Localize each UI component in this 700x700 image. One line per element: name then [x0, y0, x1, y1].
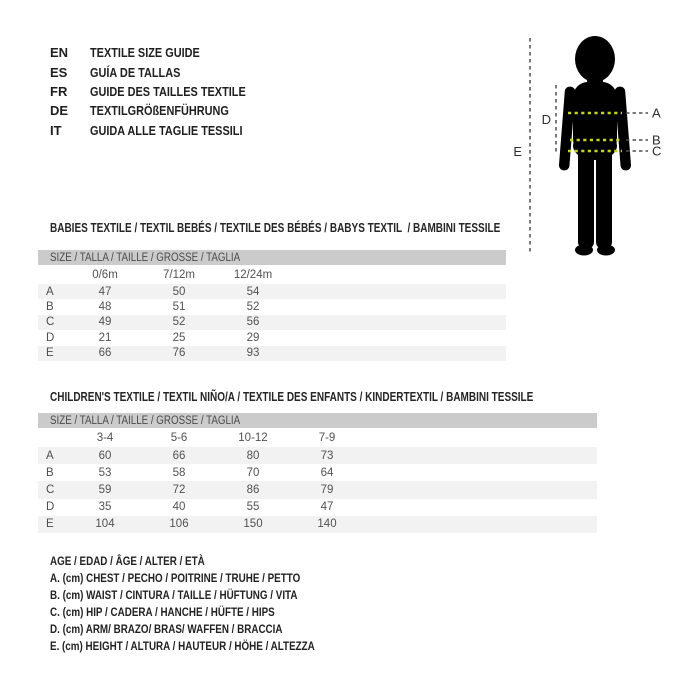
children-size-header-bar: [38, 413, 597, 428]
legend-line-text: A. (cm) CHEST / PECHO / POITRINE / TRUHE / PETTO: [50, 570, 301, 585]
children-heading: [50, 390, 654, 404]
babies-column-header-row: [38, 265, 506, 284]
row-letter-cell: B: [46, 466, 54, 479]
children-value-cell: 104: [95, 518, 115, 531]
silhouette-right-foot: [597, 245, 615, 256]
babies-heading-text: BABIES TEXTILE / TEXTIL BEBÉS / TEXTILE DES BÉBÉS / BABYS TEXTIL / BAMBINI TESSILE: [50, 221, 501, 235]
legend-line: [50, 552, 373, 569]
babies-column-header: 0/6m: [92, 268, 118, 281]
legend-line-text: D. (cm) ARM/ BRAZO/ BRAS/ WAFFEN / BRACCIA: [50, 621, 283, 636]
babies-value-cell: 52: [172, 316, 186, 329]
children-table-row: [38, 499, 597, 516]
legend-line-text: E. (cm) HEIGHT / ALTURA / HAUTEUR / HÖHE / ALTEZZA: [50, 639, 315, 654]
size-legend: [50, 552, 373, 655]
children-value-cell: 150: [243, 518, 263, 531]
language-title: GUÍA DE TALLAS: [90, 64, 181, 80]
babies-value-cell: 48: [98, 301, 112, 314]
children-table-row: [38, 447, 597, 464]
language-list: [50, 43, 275, 140]
row-letter-cell: E: [46, 347, 54, 360]
children-value-cell: 40: [172, 501, 186, 514]
figure-label-c: C: [652, 143, 662, 159]
language-title: TEXTILE SIZE GUIDE: [90, 45, 200, 61]
children-value-cell: 86: [246, 483, 260, 496]
language-row: [50, 101, 275, 120]
children-value-cell: 72: [172, 483, 186, 496]
babies-size-header-bar: [38, 250, 506, 265]
babies-value-cell: 21: [98, 331, 112, 344]
children-value-cell: 59: [98, 483, 112, 496]
children-value-cell: 60: [98, 449, 112, 462]
legend-line-text: B. (cm) WAIST / CINTURA / TAILLE / HÜFTUNG / VITA: [50, 587, 298, 602]
language-row: [50, 121, 275, 140]
children-column-header: 7-9: [318, 431, 336, 444]
children-value-cell: 140: [317, 518, 337, 531]
babies-value-cell: 49: [98, 316, 112, 329]
babies-value-cell: 66: [98, 347, 112, 360]
children-column-header: 10-12: [238, 431, 268, 444]
children-column-header: 5-6: [170, 431, 188, 444]
figure-label-a: A: [652, 105, 661, 121]
babies-value-cell: 29: [246, 331, 260, 344]
children-value-cell: 35: [98, 501, 112, 514]
children-value-cell: 53: [98, 466, 112, 479]
babies-size-header-text: SIZE / TALLA / TAILLE / GRÖSSE / TAGLIA: [50, 251, 241, 264]
children-value-cell: 47: [320, 501, 334, 514]
figure-label-b: B: [652, 132, 661, 148]
children-heading-text: CHILDREN'S TEXTILE / TEXTIL NIÑO/A / TEXTILE DES ENFANTS / KINDERTEXTIL / BAMBINI TESSILE: [50, 390, 534, 404]
row-letter-cell: D: [46, 501, 55, 514]
language-row: [50, 43, 275, 62]
children-table: [38, 413, 597, 533]
language-title: TEXTILGRÖßENFÜHRUNG: [90, 103, 229, 119]
babies-value-cell: 47: [98, 285, 112, 298]
figure-label-e: E: [513, 144, 522, 159]
legend-line: [50, 620, 373, 637]
children-value-cell: 79: [320, 483, 334, 496]
children-table-row: [38, 481, 597, 498]
babies-value-cell: 76: [172, 347, 186, 360]
babies-heading: [50, 221, 613, 235]
language-code: ES: [50, 64, 68, 80]
legend-line: [50, 603, 373, 620]
figure-label-d: D: [541, 112, 551, 127]
babies-value-cell: 54: [246, 285, 260, 298]
row-letter-cell: E: [46, 518, 54, 531]
babies-table-row: [38, 346, 506, 361]
babies-table-row: [38, 299, 506, 314]
silhouette-left-foot: [575, 245, 593, 256]
language-code: IT: [50, 122, 62, 138]
children-value-cell: 106: [169, 518, 189, 531]
children-value-cell: 55: [246, 501, 260, 514]
children-value-cell: 66: [172, 449, 186, 462]
row-letter-cell: [38, 428, 68, 447]
language-title: GUIDE DES TAILLES TEXTILE: [90, 83, 246, 99]
babies-value-cell: 50: [172, 285, 186, 298]
children-value-cell: 73: [320, 449, 334, 462]
legend-line: [50, 637, 373, 654]
babies-table: [38, 250, 506, 361]
row-letter-cell: C: [46, 316, 55, 329]
babies-table-row: [38, 284, 506, 299]
children-table-row: [38, 516, 597, 533]
row-letter-cell: B: [46, 301, 54, 314]
children-value-cell: 80: [246, 449, 260, 462]
row-letter-cell: C: [46, 483, 55, 496]
row-letter-cell: A: [46, 449, 54, 462]
babies-column-header: 12/24m: [233, 268, 273, 281]
babies-value-cell: 52: [246, 301, 260, 314]
babies-value-cell: 93: [246, 347, 260, 360]
babies-value-cell: 25: [172, 331, 186, 344]
children-column-header-row: [38, 428, 597, 447]
legend-line-text: C. (cm) HIP / CADERA / HANCHE / HÜFTE / HIPS: [50, 604, 275, 619]
babies-table-row: [38, 330, 506, 345]
language-code: DE: [50, 103, 69, 119]
children-value-cell: 64: [320, 466, 334, 479]
legend-line: [50, 586, 373, 603]
children-size-header-text: SIZE / TALLA / TAILLE / GRÖSSE / TAGLIA: [50, 414, 241, 427]
children-value-cell: 70: [246, 466, 260, 479]
row-letter-cell: A: [46, 285, 54, 298]
language-row: [50, 82, 275, 101]
row-letter-cell: D: [46, 331, 55, 344]
babies-table-row: [38, 315, 506, 330]
row-letter-cell: [38, 265, 68, 284]
legend-line-text: AGE / EDAD / ÂGE / ALTER / ETÀ: [50, 553, 205, 568]
legend-line: [50, 569, 373, 586]
children-table-row: [38, 464, 597, 481]
babies-value-cell: 56: [246, 316, 260, 329]
children-value-cell: 58: [172, 466, 186, 479]
babies-value-cell: 51: [172, 301, 186, 314]
language-row: [50, 62, 275, 81]
language-code: EN: [50, 45, 69, 61]
language-code: FR: [50, 83, 68, 99]
babies-column-header: 7/12m: [163, 268, 195, 281]
language-title: GUIDA ALLE TAGLIE TESSILI: [90, 122, 243, 138]
children-column-header: 3-4: [96, 431, 114, 444]
